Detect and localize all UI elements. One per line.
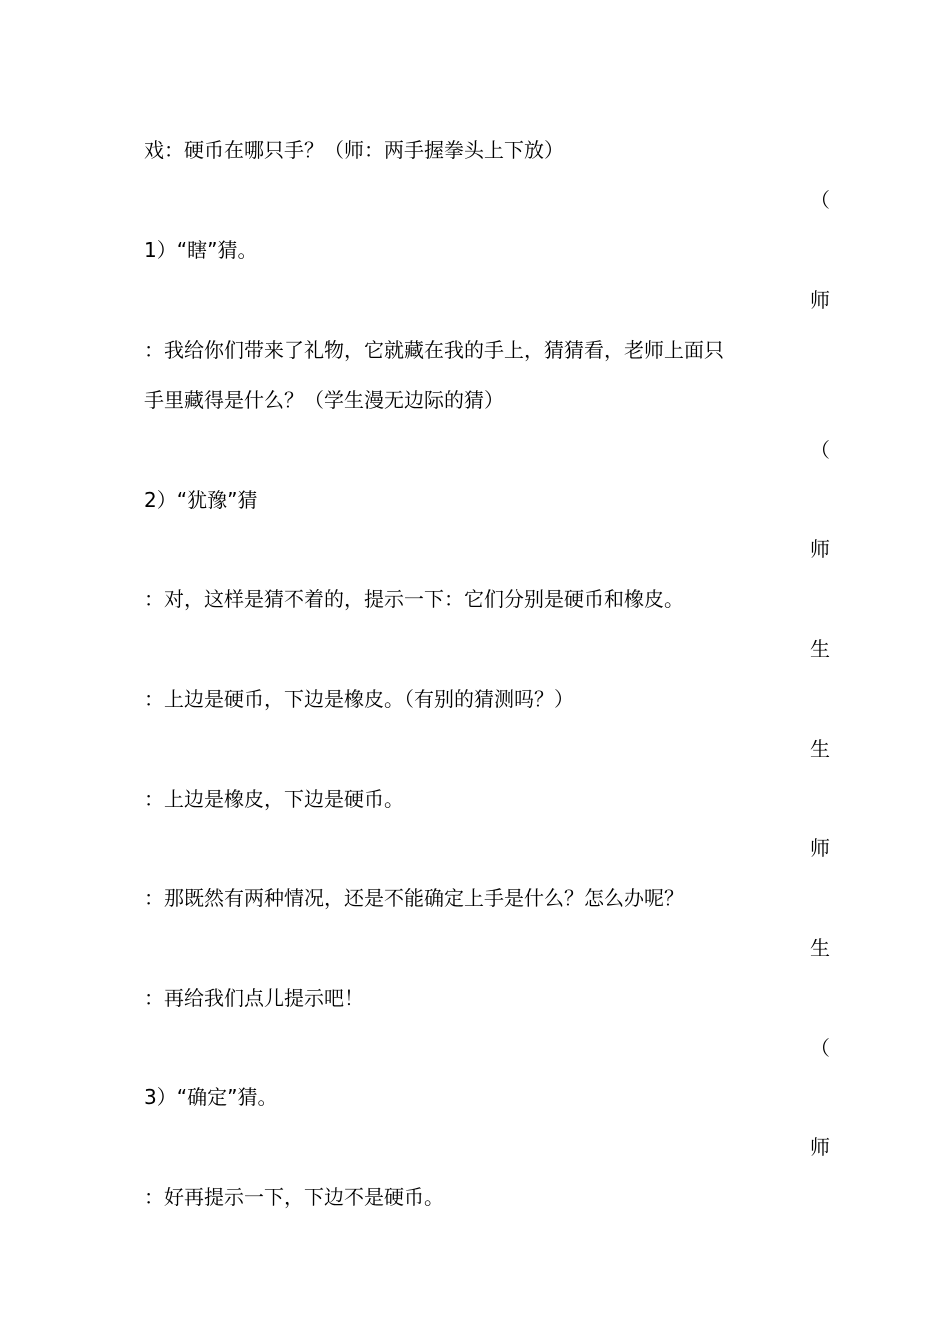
text-line: ：上边是橡皮，下边是硬币。 bbox=[144, 787, 404, 811]
speaker-label: 生 bbox=[810, 737, 830, 761]
speaker-label: 师 bbox=[810, 537, 830, 561]
speaker-label: 生 bbox=[810, 637, 830, 661]
text-line: 戏：硬币在哪只手？（师：两手握拳头上下放） bbox=[144, 138, 564, 162]
text-line: ：我给你们带来了礼物，它就藏在我的手上，猜猜看，老师上面只 bbox=[144, 338, 724, 362]
text-line: （ bbox=[810, 1036, 830, 1060]
text-line: ：对，这样是猜不着的，提示一下：它们分别是硬币和橡皮。 bbox=[144, 587, 684, 611]
text-line: ：好再提示一下，下边不是硬币。 bbox=[144, 1185, 444, 1209]
speaker-label: 师 bbox=[810, 288, 830, 312]
text-line: 1）“瞎”猜。 bbox=[144, 238, 258, 262]
text-line: （ bbox=[810, 438, 830, 462]
speaker-label: 师 bbox=[810, 836, 830, 860]
text-line: ：那既然有两种情况，还是不能确定上手是什么？怎么办呢？ bbox=[144, 886, 684, 910]
speaker-label: 生 bbox=[810, 936, 830, 960]
text-line: 3）“确定”猜。 bbox=[144, 1085, 278, 1109]
speaker-label: 师 bbox=[810, 1135, 830, 1159]
text-line: （ bbox=[810, 188, 830, 212]
text-line: ：再给我们点儿提示吧！ bbox=[144, 986, 364, 1010]
text-line: 2）“犹豫”猜 bbox=[144, 488, 258, 512]
text-line: ：上边是硬币，下边是橡皮。（有别的猜测吗？） bbox=[144, 687, 574, 711]
text-line: 手里藏得是什么？（学生漫无边际的猜） bbox=[144, 388, 504, 412]
